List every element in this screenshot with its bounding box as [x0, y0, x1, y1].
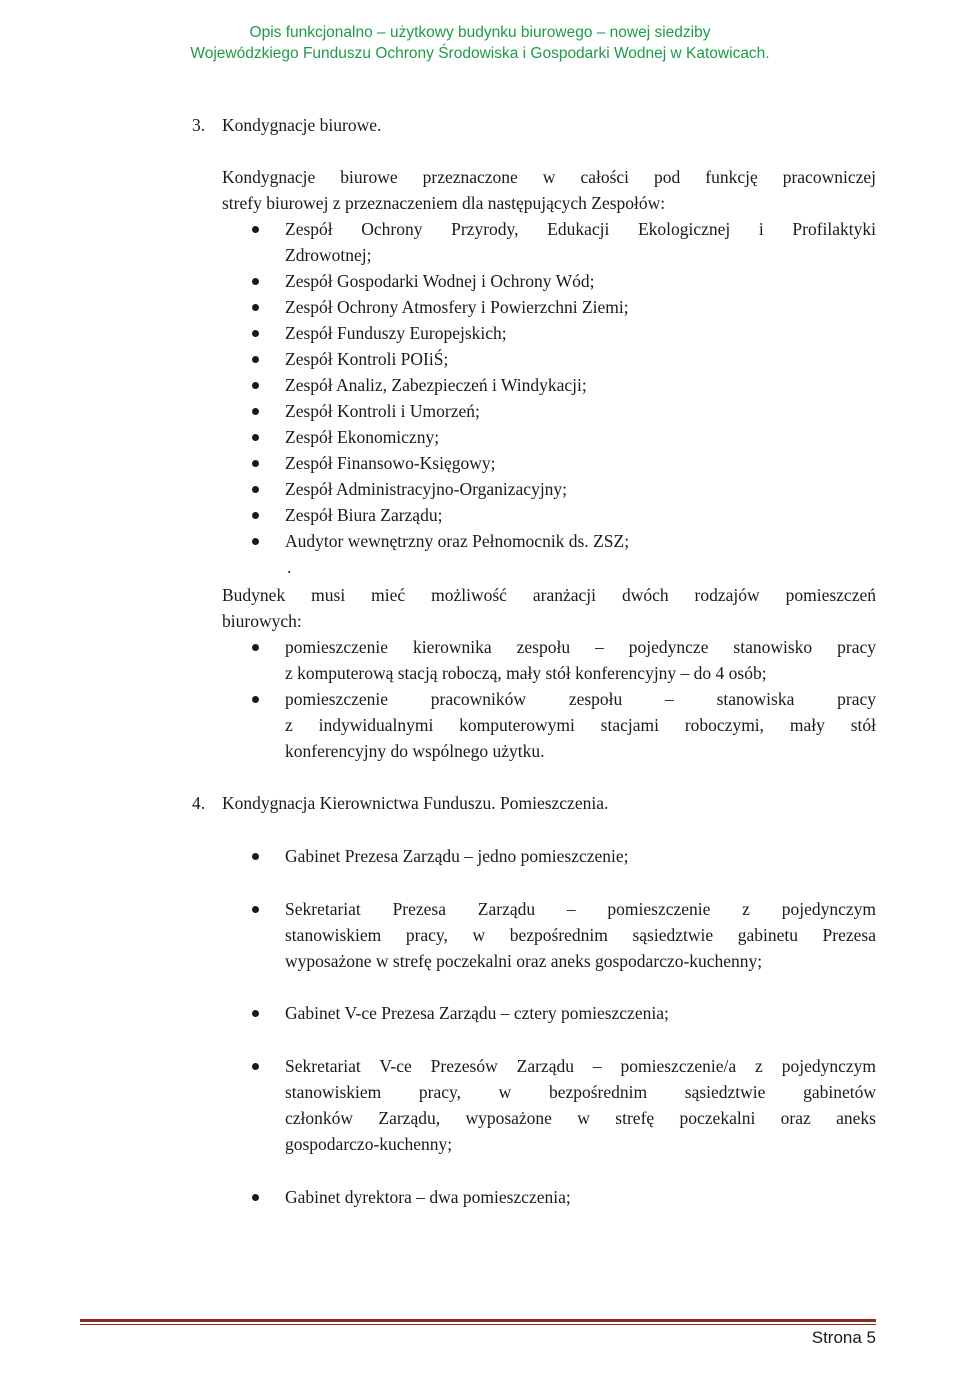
section-3-number: 3. [192, 115, 206, 135]
bullet-icon [252, 356, 259, 363]
team-item: Zespół Analiz, Zabezpieczeń i Windykacji; [285, 375, 587, 395]
footer-rule-thin [80, 1324, 876, 1325]
room-item-continuation: gospodarczo-kuchenny; [285, 1134, 453, 1154]
bullet-icon [252, 486, 259, 493]
bullet-icon [252, 434, 259, 441]
bullet-icon [252, 330, 259, 337]
bullet-icon [252, 644, 259, 651]
room-item-continuation: stanowiskiem pracy, w bezpośrednim sąsiedztwie gabinetów [285, 1082, 876, 1102]
section-4-number: 4. [192, 793, 206, 813]
team-item: Zespół Ochrony Atmosfery i Powierzchni Ziemi; [285, 297, 629, 317]
arrangement-line-2: biurowych: [222, 611, 302, 631]
bullet-icon [252, 304, 259, 311]
bullet-icon [252, 1194, 259, 1201]
team-item: Zespół Ekonomiczny; [285, 427, 440, 447]
header-line-2: Wojewódzkiego Funduszu Ochrony Środowiska i Gospodarki Wodnej w Katowicach. [190, 45, 770, 62]
team-item-continuation: Zdrowotnej; [285, 245, 372, 265]
room-type-item: pomieszczenie kierownika zespołu – pojedyncze stanowisko pracy [285, 637, 876, 657]
team-item: Zespół Biura Zarządu; [285, 505, 443, 525]
bullet-icon [252, 538, 259, 545]
bullet-icon [252, 408, 259, 415]
room-item-continuation: stanowiskiem pracy, w bezpośrednim sąsiedztwie gabinetu Prezesa [285, 925, 876, 945]
team-item: Zespół Kontroli i Umorzeń; [285, 401, 480, 421]
room-type-item: pomieszczenie pracowników zespołu – stanowiska pracy [285, 689, 876, 709]
bullet-icon [252, 382, 259, 389]
team-item: Audytor wewnętrzny oraz Pełnomocnik ds. ZSZ; [285, 531, 630, 551]
room-item: Gabinet dyrektora – dwa pomieszczenia; [285, 1187, 571, 1207]
intro-line-2: strefy biurowej z przeznaczeniem dla następujących Zespołów: [222, 193, 666, 213]
room-item: Sekretariat Prezesa Zarządu – pomieszczenie z pojedynczym [285, 899, 876, 919]
header-line-1: Opis funkcjonalno – użytkowy budynku biurowego – nowej siedziby [249, 24, 711, 41]
room-type-continuation: z indywidualnymi komputerowymi stacjami roboczymi, mały stół [285, 715, 876, 735]
bullet-icon [252, 278, 259, 285]
room-item: Gabinet Prezesa Zarządu – jedno pomieszczenie; [285, 846, 629, 866]
room-item-continuation: członków Zarządu, wyposażone w strefę poczekalni oraz aneks [285, 1108, 876, 1128]
bullet-icon [252, 696, 259, 703]
room-type-continuation: konferencyjny do wspólnego użytku. [285, 741, 545, 761]
footer-rule [80, 1319, 876, 1322]
room-item: Sekretariat V-ce Prezesów Zarządu – pomieszczenie/a z pojedynczym [285, 1056, 876, 1076]
arrangement-line-1: Budynek musi mieć możliwość aranżacji dwóch rodzajów pomieszczeń [222, 585, 876, 605]
team-item: Zespół Gospodarki Wodnej i Ochrony Wód; [285, 271, 595, 291]
bullet-icon [252, 512, 259, 519]
bullet-icon [252, 1010, 259, 1017]
bullet-icon [252, 906, 259, 913]
team-item: Zespół Kontroli POIiŚ; [285, 349, 449, 369]
team-item: Zespół Finansowo-Księgowy; [285, 453, 496, 473]
page-number: Strona 5 [811, 1328, 876, 1347]
section-4-title: Kondygnacja Kierownictwa Funduszu. Pomieszczenia. [222, 793, 609, 813]
intro-line-1: Kondygnacje biurowe przeznaczone w całości pod funkcję pracowniczej [222, 167, 876, 187]
bullet-icon [252, 1063, 259, 1070]
bullet-icon [252, 853, 259, 860]
stray-dot: . [287, 557, 292, 577]
bullet-icon [252, 460, 259, 467]
room-type-continuation: z komputerową stacją roboczą, mały stół konferencyjny – do 4 osób; [285, 663, 767, 683]
team-item: Zespół Funduszy Europejskich; [285, 323, 507, 343]
team-item: Zespół Ochrony Przyrody, Edukacji Ekologicznej i Profilaktyki [285, 219, 876, 239]
team-item: Zespół Administracyjno-Organizacyjny; [285, 479, 568, 499]
room-item-continuation: wyposażone w strefę poczekalni oraz aneks gospodarczo-kuchenny; [285, 951, 763, 971]
section-3-title: Kondygnacje biurowe. [222, 115, 382, 135]
room-item: Gabinet V-ce Prezesa Zarządu – cztery pomieszczenia; [285, 1003, 669, 1023]
bullet-icon [252, 226, 259, 233]
